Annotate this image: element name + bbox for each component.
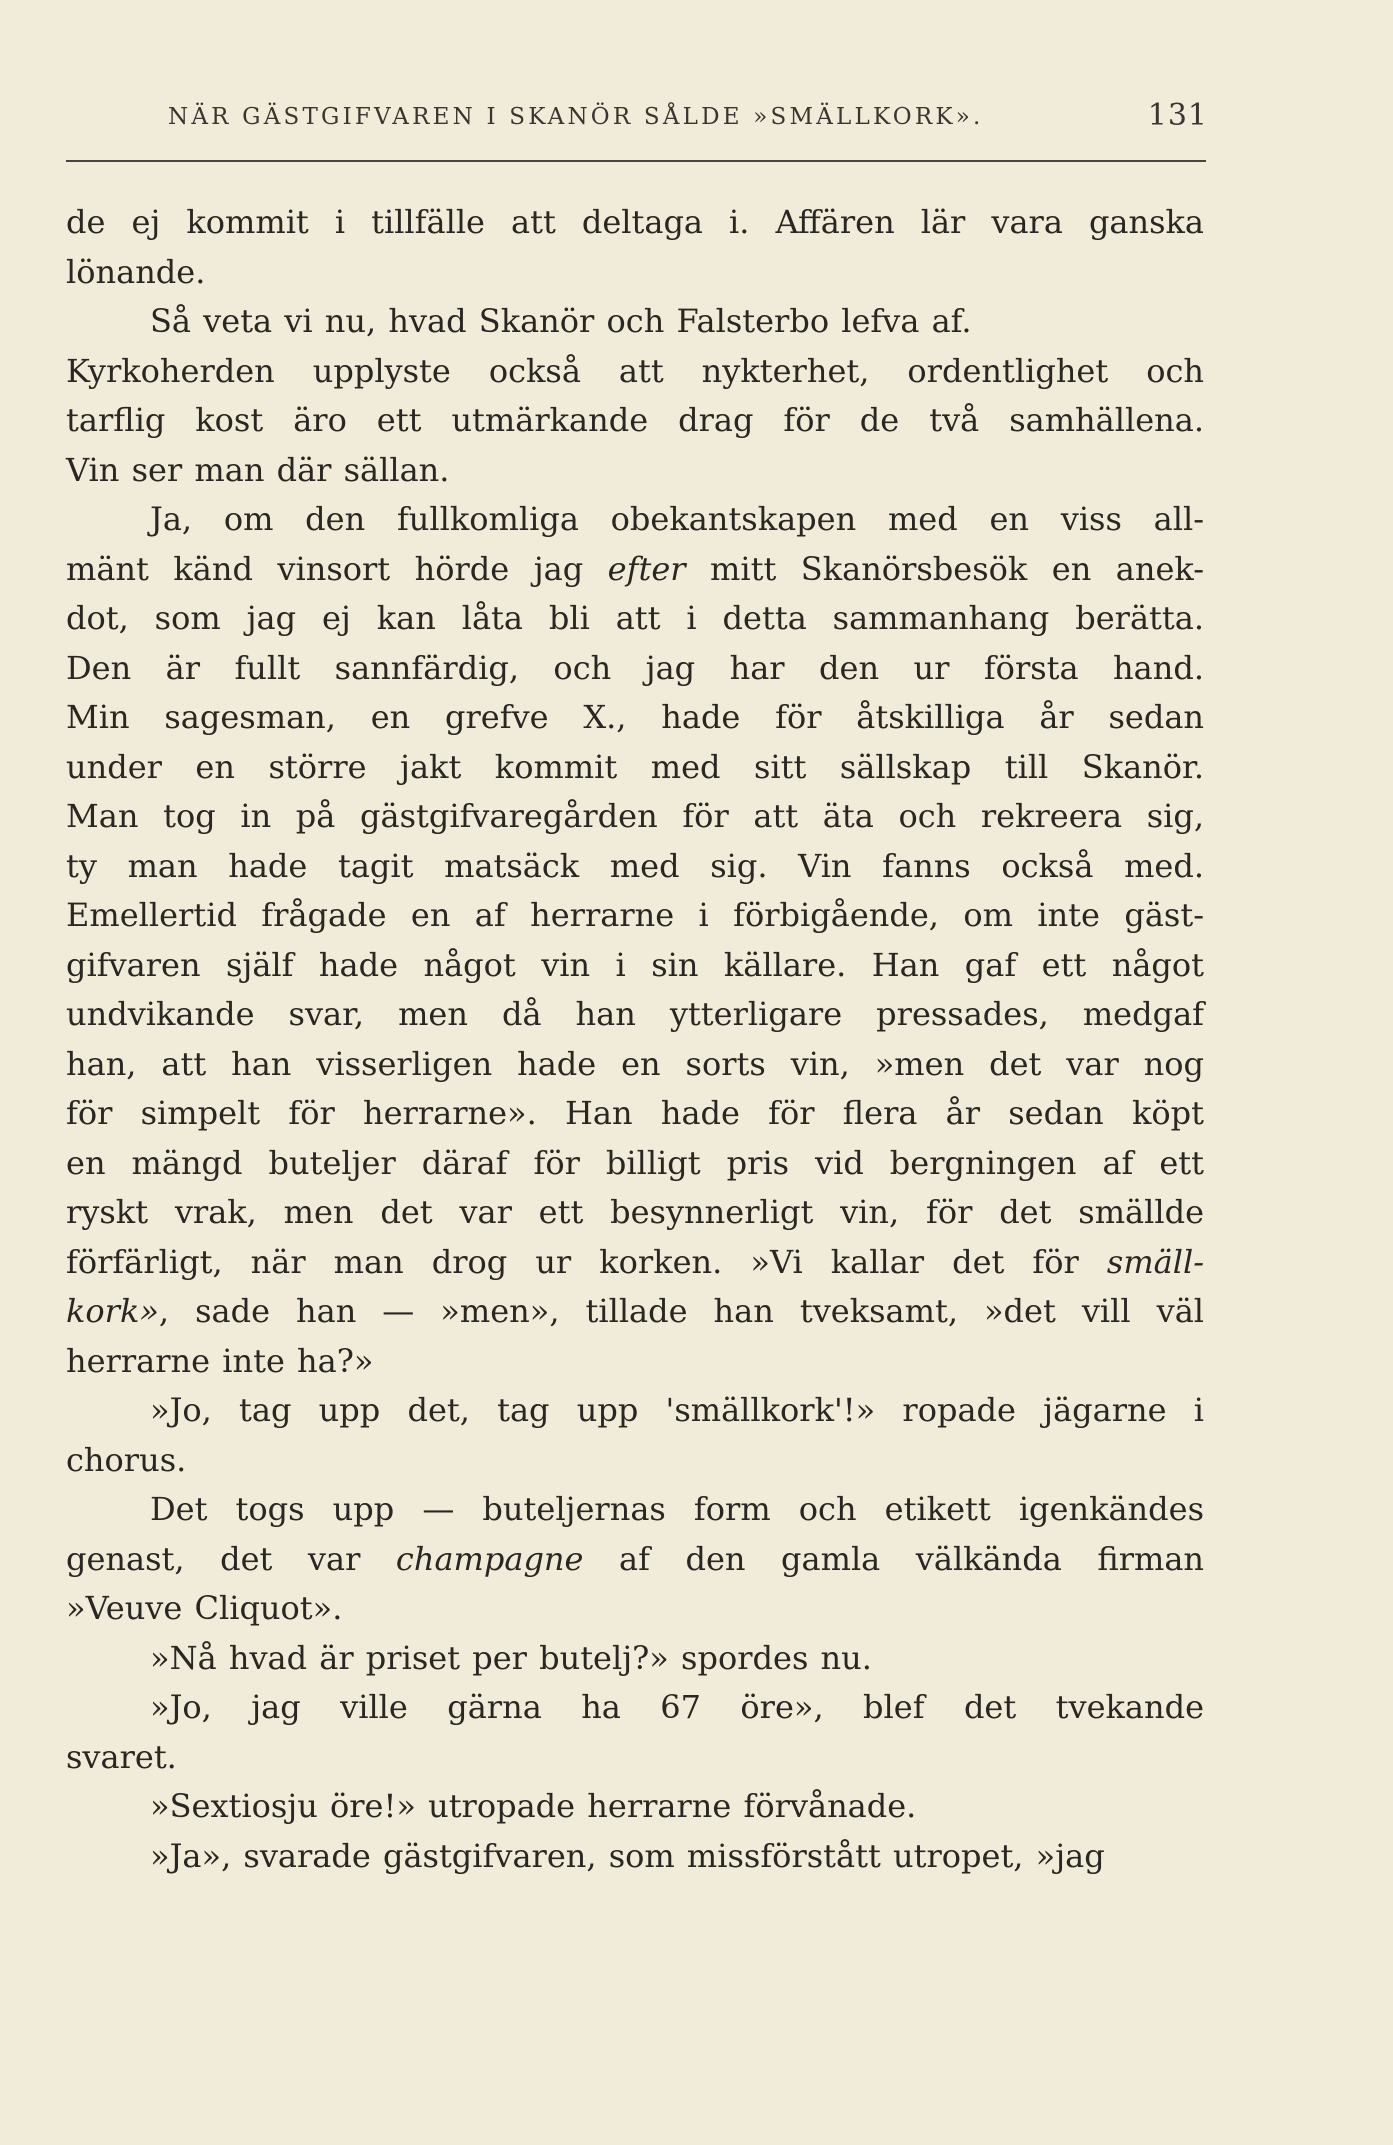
italic-word: champagne (395, 1539, 584, 1578)
text-line: han, att han visserligen hade en sorts vin, »men det var nog (66, 1044, 1204, 1083)
text-line: tarflig kost äro ett utmärkande drag för de två samhällena. (66, 401, 1204, 439)
text-line: Det togs upp — buteljernas form och etikett igenkändes (150, 1490, 1204, 1528)
text-line: Så veta vi nu, hvad Skanör och Falsterbo lefva af. (150, 302, 972, 340)
text-line: svaret. (66, 1737, 177, 1776)
text-line: Kyrkoherden upplyste också att nykterhet, ordentlighet och (66, 351, 1204, 390)
text-line: under en större jakt kommit med sitt sällskap till Skanör. (66, 747, 1204, 786)
italic-word: efter (607, 549, 686, 588)
text-line: gifvaren själf hade något vin i sin källare. Han gaf ett något (66, 945, 1204, 984)
text-line: »Nå hvad är priset per butelj?» spordes nu. (150, 1638, 872, 1677)
text-segment: , sade han — »men», tillade han tveksamt, »det vill väl (158, 1292, 1204, 1330)
running-header (168, 98, 1208, 138)
running-title: NÄR GÄSTGIFVAREN I SKANÖR SÅLDE »SMÄLLKORK». (168, 104, 984, 130)
body-text (66, 198, 1204, 1881)
text-line (66, 1287, 1204, 1337)
text-line (66, 1535, 1204, 1585)
text-segment: af den gamla välkända firman (619, 1539, 1205, 1578)
text-line (66, 545, 1204, 595)
text-line: ryskt vrak, men det var ett besynnerligt vin, för det smällde (66, 1193, 1204, 1231)
text-line: dot, som jag ej kan låta bli att i detta sammanhang berätta. (66, 599, 1204, 637)
text-line: Man tog in på gästgifvaregården för att äta och rekreera sig, (66, 797, 1204, 835)
italic-word: smäll- (1106, 1242, 1205, 1281)
text-segment: förfärligt, när man drog ur korken. »Vi kallar det för (66, 1242, 1079, 1281)
text-line: en mängd buteljer däraf för billigt pris vid bergningen af ett (66, 1143, 1204, 1182)
text-segment: mänt känd vinsort hörde jag (66, 549, 584, 588)
text-line: Ja, om den fullkomliga obekantskapen med en viss all- (150, 500, 1204, 538)
text-line: chorus. (66, 1440, 187, 1479)
text-line: de ej kommit i tillfälle att deltaga i. Affären lär vara ganska (66, 203, 1204, 241)
text-line: »Jo, tag upp det, tag upp 'smällkork'!» ropade jägarne i (150, 1391, 1204, 1429)
text-line: Vin ser man där sällan. (66, 450, 450, 489)
text-line: »Jo, jag ville gärna ha 67 öre», blef det tvekande (150, 1688, 1204, 1726)
text-line: ty man hade tagit matsäck med sig. Vin fanns också med. (66, 846, 1204, 885)
text-line: Den är fullt sannfärdig, och jag har den ur första hand. (66, 648, 1204, 687)
text-line: herrarne inte ha?» (66, 1341, 374, 1380)
text-line: Min sagesman, en grefve X., hade för åtskilliga år sedan (66, 698, 1204, 736)
italic-word: kork» (66, 1292, 159, 1330)
page-number: 131 (1147, 98, 1208, 133)
text-line (66, 1238, 1204, 1288)
text-line: undvikande svar, men då han ytterligare pressades, medgaf (66, 995, 1204, 1033)
text-segment: genast, det var (66, 1539, 361, 1578)
text-line: Emellertid frågade en af herrarne i förbigående, om inte gäst- (66, 896, 1204, 934)
text-line: »Veuve Cliquot». (66, 1589, 343, 1627)
text-line: lönande. (66, 252, 206, 291)
text-line: »Ja», svarade gästgifvaren, som missförstått utropet, »jag (150, 1836, 1105, 1875)
header-rule (66, 160, 1206, 162)
text-line: »Sextiosju öre!» utropade herrarne förvånade. (150, 1787, 917, 1825)
text-line: för simpelt för herrarne». Han hade för flera år sedan köpt (66, 1094, 1204, 1132)
text-segment: mitt Skanörsbesök en anek- (710, 549, 1205, 588)
